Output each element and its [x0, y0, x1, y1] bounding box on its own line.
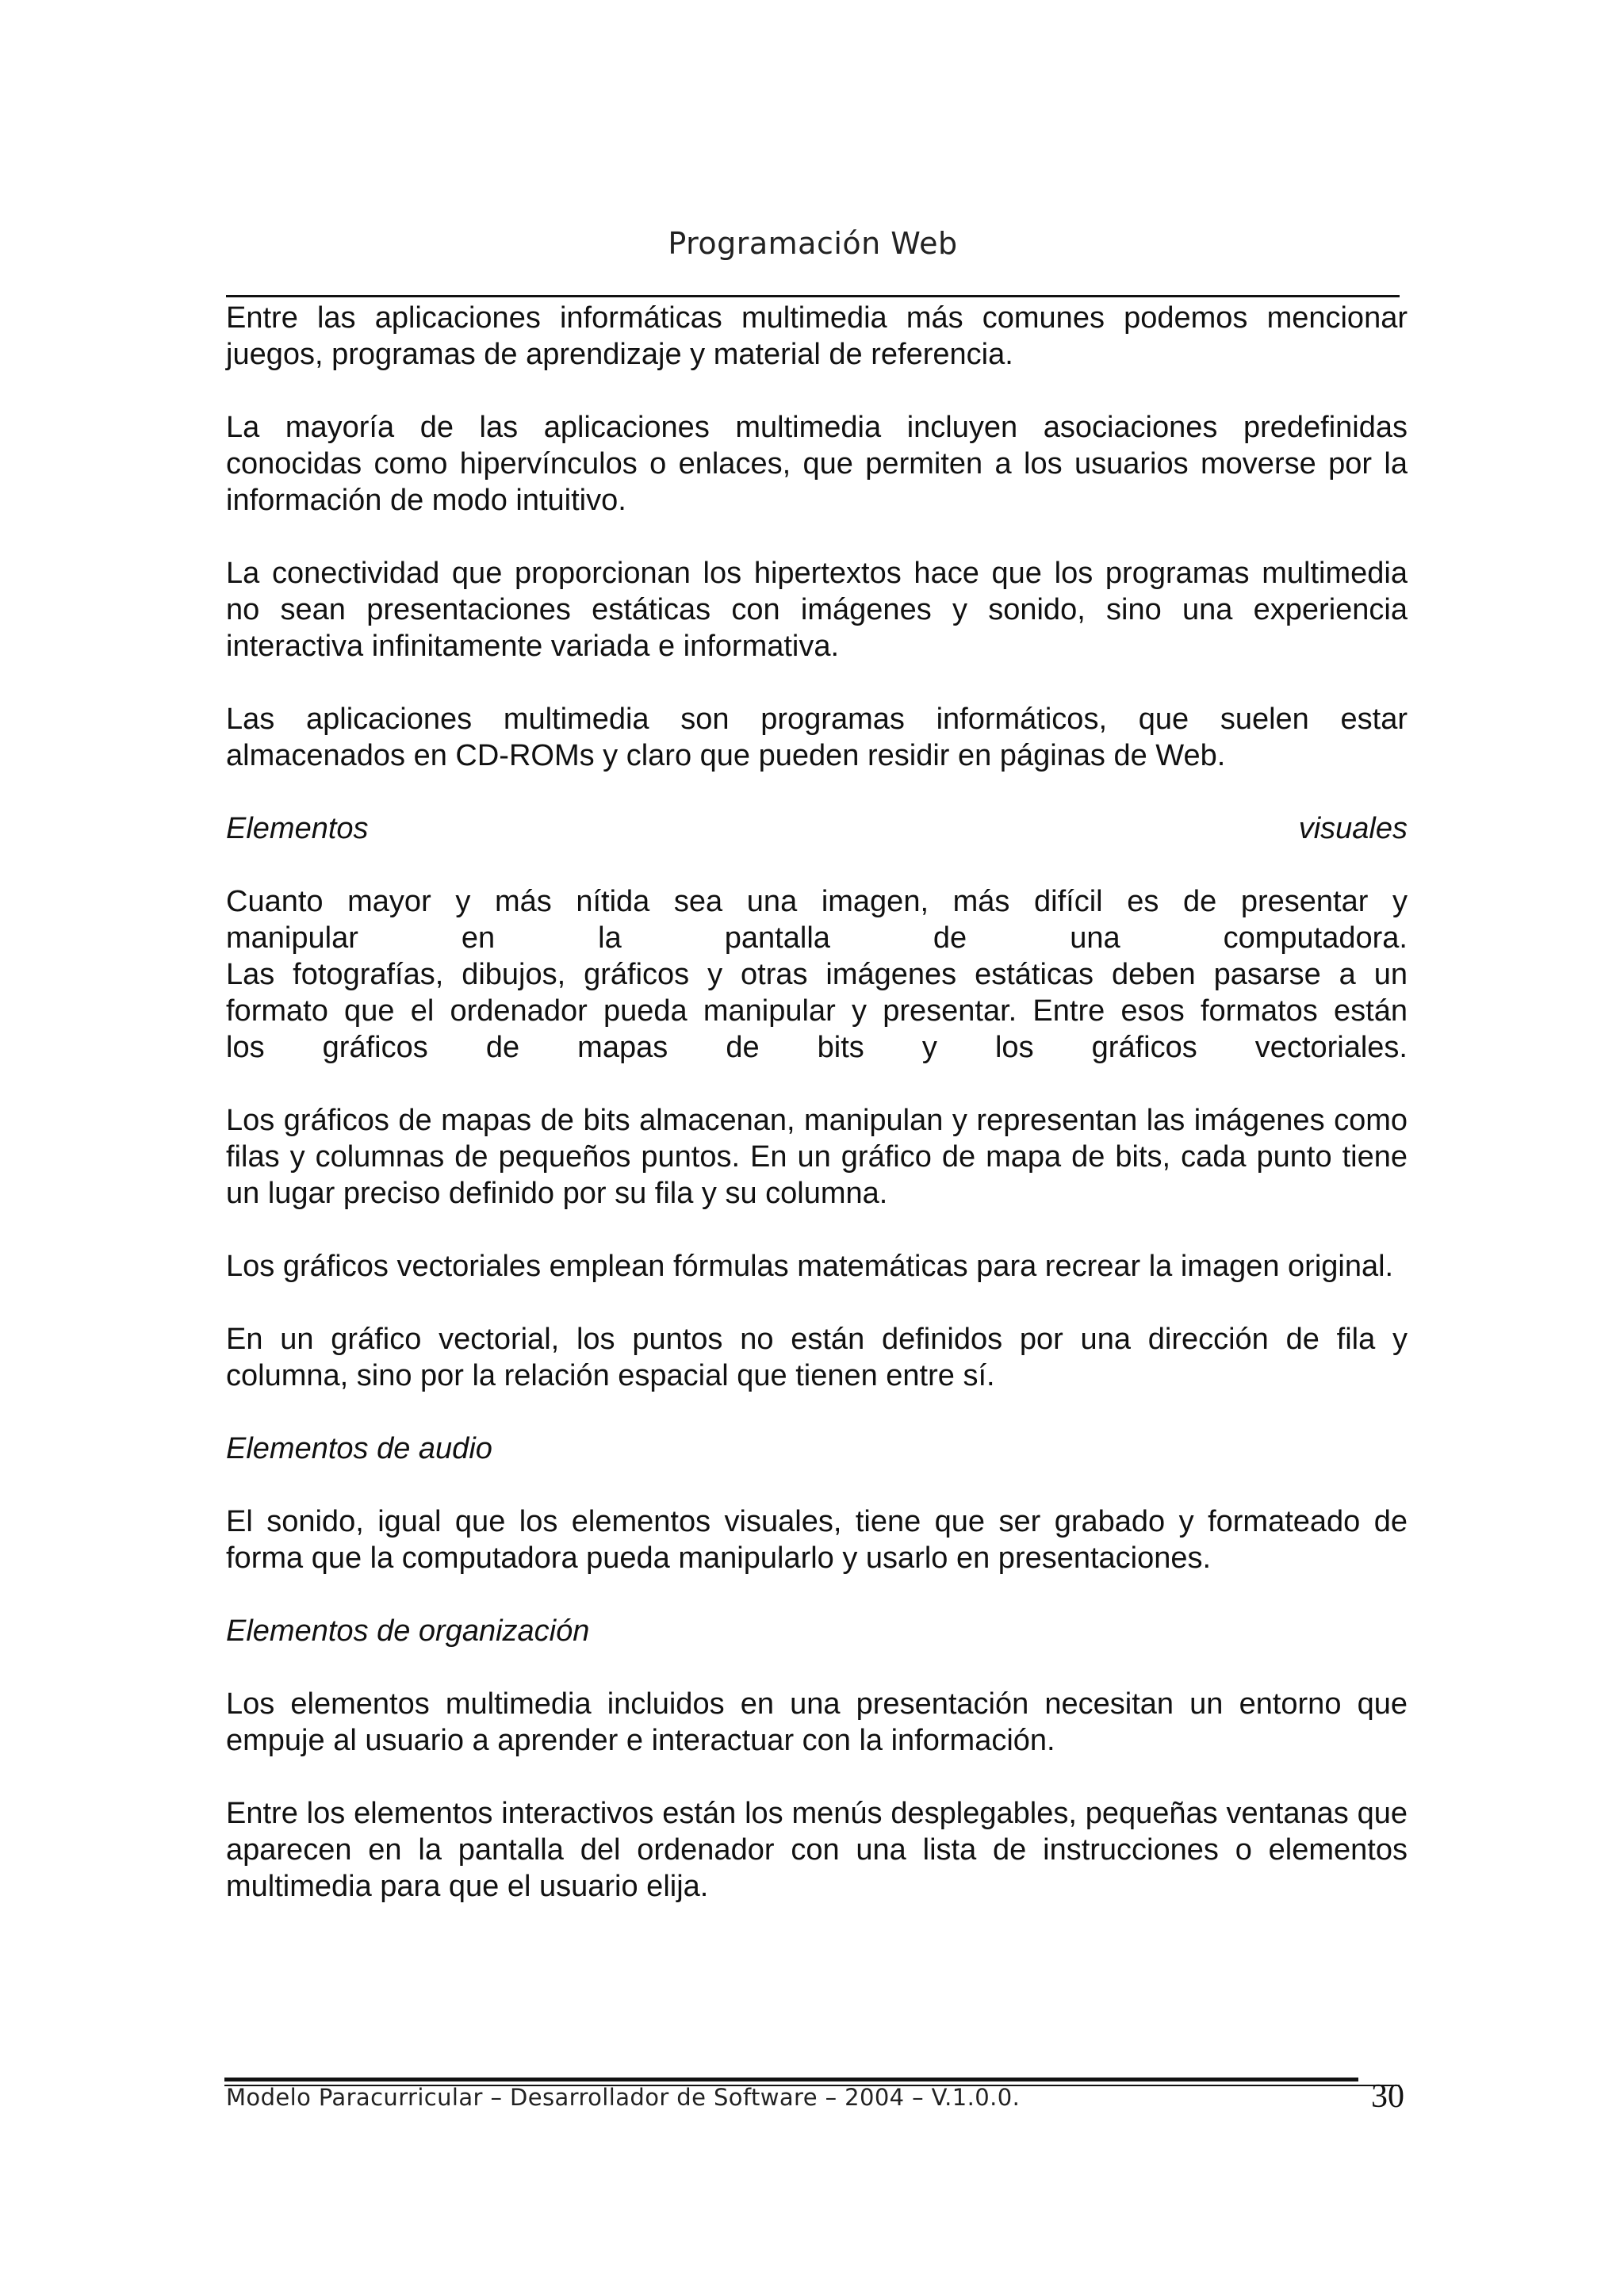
- paragraph-applications: Entre las aplicaciones informáticas multimedia más comunes podemos mencionar juegos, programas de aprendizaje y material de referencia.: [226, 301, 1408, 371]
- heading-visual-right: visuales: [1298, 812, 1408, 845]
- heading-organization-elements: Elementos de organización: [226, 1614, 590, 1648]
- paragraph-vector-points: En un gráfico vectorial, los puntos no están definidos por una dirección de fila y columna, sino por la relación espacial que tienen entre sí.: [226, 1323, 1408, 1392]
- paragraph-vector: Los gráficos vectoriales emplean fórmulas matemáticas para recrear la imagen original.: [226, 1250, 1394, 1283]
- text-line: Cuanto mayor y más nítida sea una imagen, más difícil es de presentar y: [226, 885, 1408, 918]
- text-line: los gráficos de mapas de bits y los gráficos vectoriales.: [226, 1031, 1408, 1064]
- paragraph-connectivity: La conectividad que proporcionan los hipertextos hace que los programas multimedia no sean presentaciones estáticas con imágenes y sonido, sino una experiencia interactiva infinitamente variada e informativa.: [226, 557, 1408, 663]
- paragraph-environment: Los elementos multimedia incluidos en una presentación necesitan un entorno que empuje al usuario a aprender e interactuar con la información.: [226, 1687, 1408, 1757]
- footer-text: Modelo Paracurricular – Desarrollador de Software – 2004 – V.1.0.0.: [226, 2084, 1021, 2111]
- paragraph-menus: Entre los elementos interactivos están los menús desplegables, pequeñas ventanas que aparecen en la pantalla del ordenador con una lista de instrucciones o elementos multimedia para que el usuario elija.: [226, 1797, 1408, 1903]
- paragraph-bitmap: Los gráficos de mapas de bits almacenan, manipulan y representan las imágenes como filas y columnas de pequeños puntos. En un gráfico de mapa de bits, cada punto tiene un lugar preciso definido por su fila y su columna.: [226, 1104, 1408, 1210]
- heading-visual-left: Elementos: [226, 812, 369, 845]
- text-line: Las fotografías, dibujos, gráficos y otras imágenes estáticas deben pasarse a un: [226, 958, 1408, 991]
- footer-rule-thick: [224, 2078, 1358, 2081]
- document-body: [226, 300, 1408, 1941]
- heading-audio-elements: Elementos de audio: [226, 1432, 492, 1465]
- header-rule: [226, 295, 1400, 297]
- text-line: formato que el ordenador pueda manipular y presentar. Entre esos formatos están: [226, 994, 1408, 1028]
- paragraph-cdrom: Las aplicaciones multimedia son programas informáticos, que suelen estar almacenados en CD-ROMs y claro que pueden residir en páginas de Web.: [226, 703, 1408, 772]
- paragraph-sound: El sonido, igual que los elementos visuales, tiene que ser grabado y formateado de forma que la computadora pueda manipularlo y usarlo en presentaciones.: [226, 1505, 1408, 1575]
- page-number: 30: [1371, 2078, 1404, 2115]
- heading-visual-elements: [226, 810, 1408, 847]
- text-line: manipular en la pantalla de una computadora.: [226, 921, 1408, 955]
- paragraph-hyperlinks: La mayoría de las aplicaciones multimedia incluyen asociaciones predefinidas conocidas como hipervínculos o enlaces, que permiten a los usuarios moverse por la información de modo intuitivo.: [226, 411, 1408, 517]
- paragraph-image-formats: [226, 883, 1408, 1066]
- running-header-title: Programación Web: [668, 226, 958, 261]
